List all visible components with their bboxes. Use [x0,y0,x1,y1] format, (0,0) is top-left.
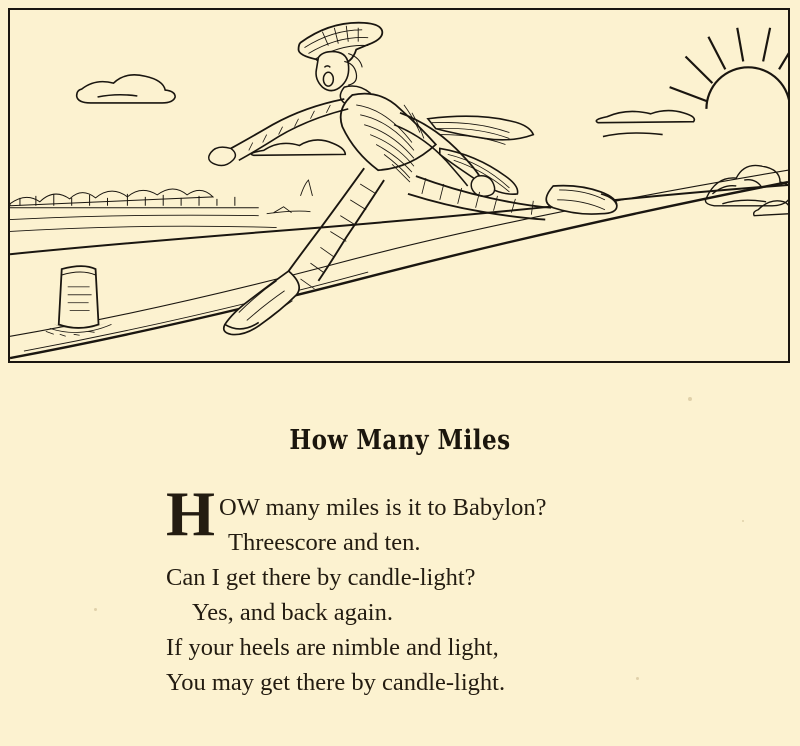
poem-title: How Many Miles [289,425,511,456]
poem-line-2: Threescore and ten. [228,529,421,556]
poem-line-4: Yes, and back again. [192,599,393,626]
poem-line-6: You may get there by candle-light. [166,669,506,696]
poem-line-1: OW many miles is it to Babylon? [219,494,547,521]
poem-verse [164,479,636,700]
illustration-svg [10,10,788,361]
illustration-plate [8,8,790,363]
poem-line-5: If your heels are nimble and light, [166,634,499,661]
poem-block [0,425,800,700]
paper-speck [688,397,692,401]
drop-cap: H [166,479,216,549]
poem-line-3: Can I get there by candle-light? [166,564,476,591]
